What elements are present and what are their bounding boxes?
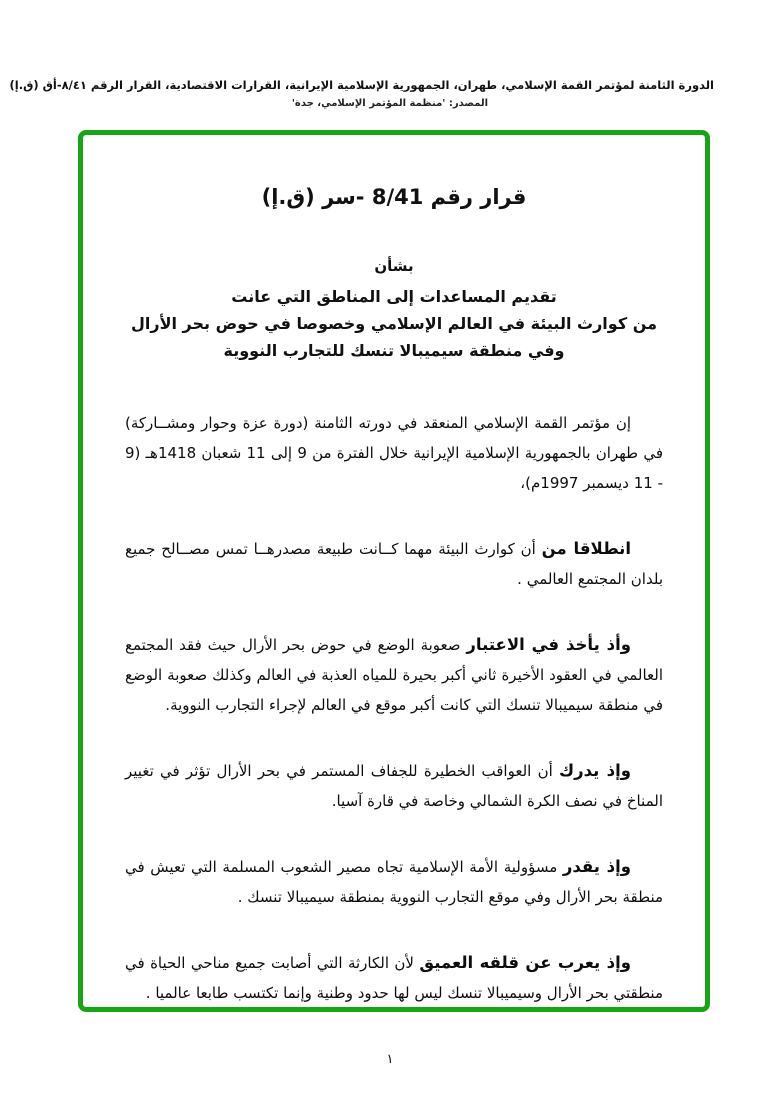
header-citation-line: الدورة الثامنة لمؤتمر القمة الإسلامي، طهران، الجمهورية الإسلامية الإيرانية، القرارات الاقتصادية، القرار الرقم ٨/٤١-أق (ق.إ) — [9, 78, 714, 92]
page-number: ١ — [386, 1052, 394, 1067]
paragraph-text: أن كوارث البيئة مهما كــانت طبيعة مصدرهــا تمس مصــالح جميع بلدان المجتمع العالمي . — [125, 540, 663, 588]
paragraph-lead: انطلاقا من — [541, 539, 631, 558]
paragraph-lead: وإذ يدرك — [559, 761, 631, 780]
paragraph-lead: وإذ يقدر — [562, 857, 631, 876]
paragraph-considering-1 — [125, 534, 663, 594]
intro-paragraph-text: إن مؤتمر القمة الإسلامي المنعقد في دورته الثامنة (دورة عزة وحوار ومشــاركة) في طهران بالجمهورية الإسلامية الإيرانية خلال الفترة من 9 إلى 11 شعبان 1418هـ (9 - 11 ديسمبر 1997م)، — [125, 414, 663, 492]
paragraph-text: صعوبة الوضع في حوض بحر الأرال حيث فقد المجتمع العالمي في العقود الأخيرة ثاني أكبر بحيرة للمياه العذبة في العالم وكذلك صعوبة الوضع في منطقة سيميبالا تنسك التي كانت أكبر موقع في العالم لإجراء التجارب النووية. — [125, 636, 663, 714]
resolution-content — [83, 135, 705, 1008]
paragraph-lead: وأذ يأخذ في الاعتبار — [466, 635, 631, 654]
resolution-title: قرار رقم 8/41 -سر (ق.إ) — [261, 185, 527, 209]
paragraph-text: أن العواقب الخطيرة للجفاف المستمر في بحر الأرال تؤثر في تغيير المناخ في نصف الكرة الشمالي وخاصة في قارة آسيا. — [125, 762, 663, 810]
paragraph-text: مسؤولية الأمة الإسلامية تجاه مصير الشعوب المسلمة التي تعيش في منطقة بحر الأرال وفي موقع التجارب النووية بمنطقة سيميبالا تنسك . — [125, 858, 663, 906]
paragraph-text: لأن الكارثة التي أصابت جميع مناحي الحياة في منطقتي بحر الأرال وسيميبالا تنسك ليس لها حدود وطنية وإنما تكتسب طابعا عالميا . — [125, 954, 663, 1002]
document-header — [9, 78, 714, 109]
paragraph-lead: وإذ يعرب عن قلقه العميق — [419, 953, 631, 972]
paragraph-considering-3 — [125, 756, 663, 816]
subject-lines — [125, 283, 663, 364]
paragraph-considering-5 — [125, 948, 663, 1008]
intro-paragraph — [125, 408, 663, 498]
paragraph-considering-2 — [125, 630, 663, 720]
paragraph-considering-4 — [125, 852, 663, 912]
subject-line-3: وفي منطقة سيميبالا تنسك للتجارب النووية — [223, 341, 565, 360]
subject-line-2: من كوارث البيئة في العالم الإسلامي وخصوصا في حوض بحر الأرال — [131, 314, 657, 333]
subject-line-1: تقديم المساعدات إلى المناطق التي عانت — [231, 287, 557, 306]
header-source-line: المصدر: 'منظمة المؤتمر الإسلامي، جدة' — [291, 98, 489, 109]
green-border-frame — [78, 130, 710, 1012]
subject-label: بشأن — [374, 257, 414, 275]
